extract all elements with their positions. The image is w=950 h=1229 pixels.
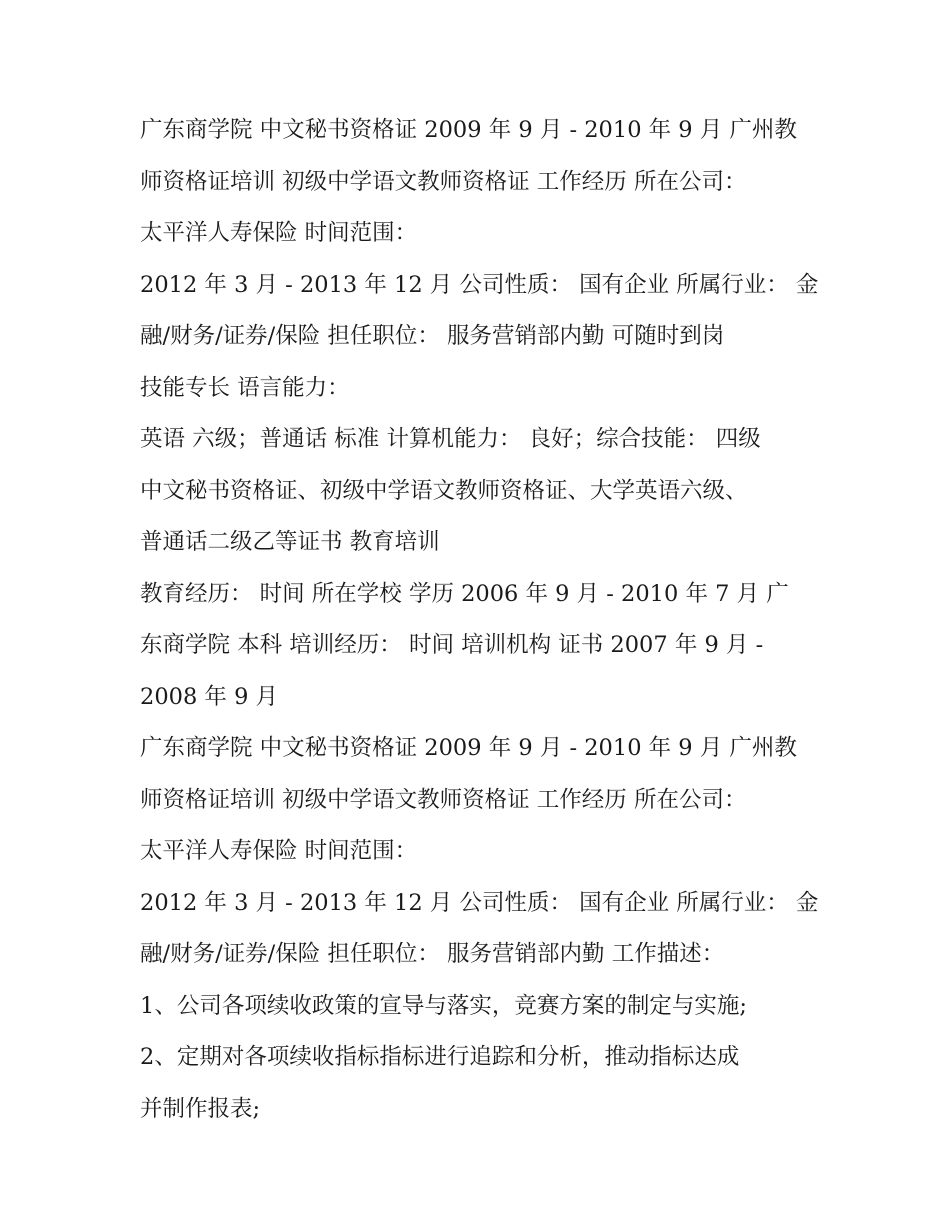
text-line: 东商学院 本科 培训经历： 时间 培训机构 证书 2007 年 9 月 - — [140, 632, 764, 658]
text-line: 2012 年 3 月 - 2013 年 12 月 公司性质： 国有企业 所属行业： 金 — [140, 889, 819, 916]
text-line: 并制作报表; — [140, 1095, 261, 1122]
text-line: 2012 年 3 月 - 2013 年 12 月 公司性质： 国有企业 所属行业： 金 — [140, 271, 819, 298]
text-line: 广东商学院 中文秘书资格证 2009 年 9 月 - 2010 年 9 月 广州教 — [140, 117, 797, 143]
text-line: 师资格证培训 初级中学语文教师资格证 工作经历 所在公司： — [140, 786, 747, 813]
text-line: 英语 六级；普通话 标准 计算机能力： 良好；综合技能： 四级 — [140, 426, 761, 452]
text-line: 1、公司各项续收政策的宣导与落实，竞赛方案的制定与实施; — [140, 992, 747, 1019]
text-line: 融/财务/证券/保险 担任职位： 服务营销部内勤 可随时到岗 — [140, 323, 725, 349]
text-line: 2、定期对各项续收指标指标进行追踪和分析，推动指标达成 — [140, 1044, 740, 1070]
text-line: 广东商学院 中文秘书资格证 2009 年 9 月 - 2010 年 9 月 广州教 — [140, 735, 797, 761]
text-line: 太平洋人寿保险 时间范围： — [140, 220, 418, 246]
text-line: 普通话二级乙等证书 教育培训 — [140, 529, 440, 555]
text-line: 技能专长 语言能力： — [140, 374, 350, 401]
text-line: 融/财务/证券/保险 担任职位： 服务营销部内勤 工作描述： — [140, 941, 725, 967]
text-line: 师资格证培训 初级中学语文教师资格证 工作经历 所在公司： — [140, 168, 747, 195]
text-line: 教育经历： 时间 所在学校 学历 2006 年 9 月 - 2010 年 7 月 广 — [140, 580, 789, 607]
text-line: 2008 年 9 月 — [140, 683, 279, 710]
resume-text-body — [140, 105, 820, 1135]
text-line: 中文秘书资格证、初级中学语文教师资格证、大学英语六级、 — [140, 477, 748, 504]
text-line: 太平洋人寿保险 时间范围： — [140, 838, 418, 864]
